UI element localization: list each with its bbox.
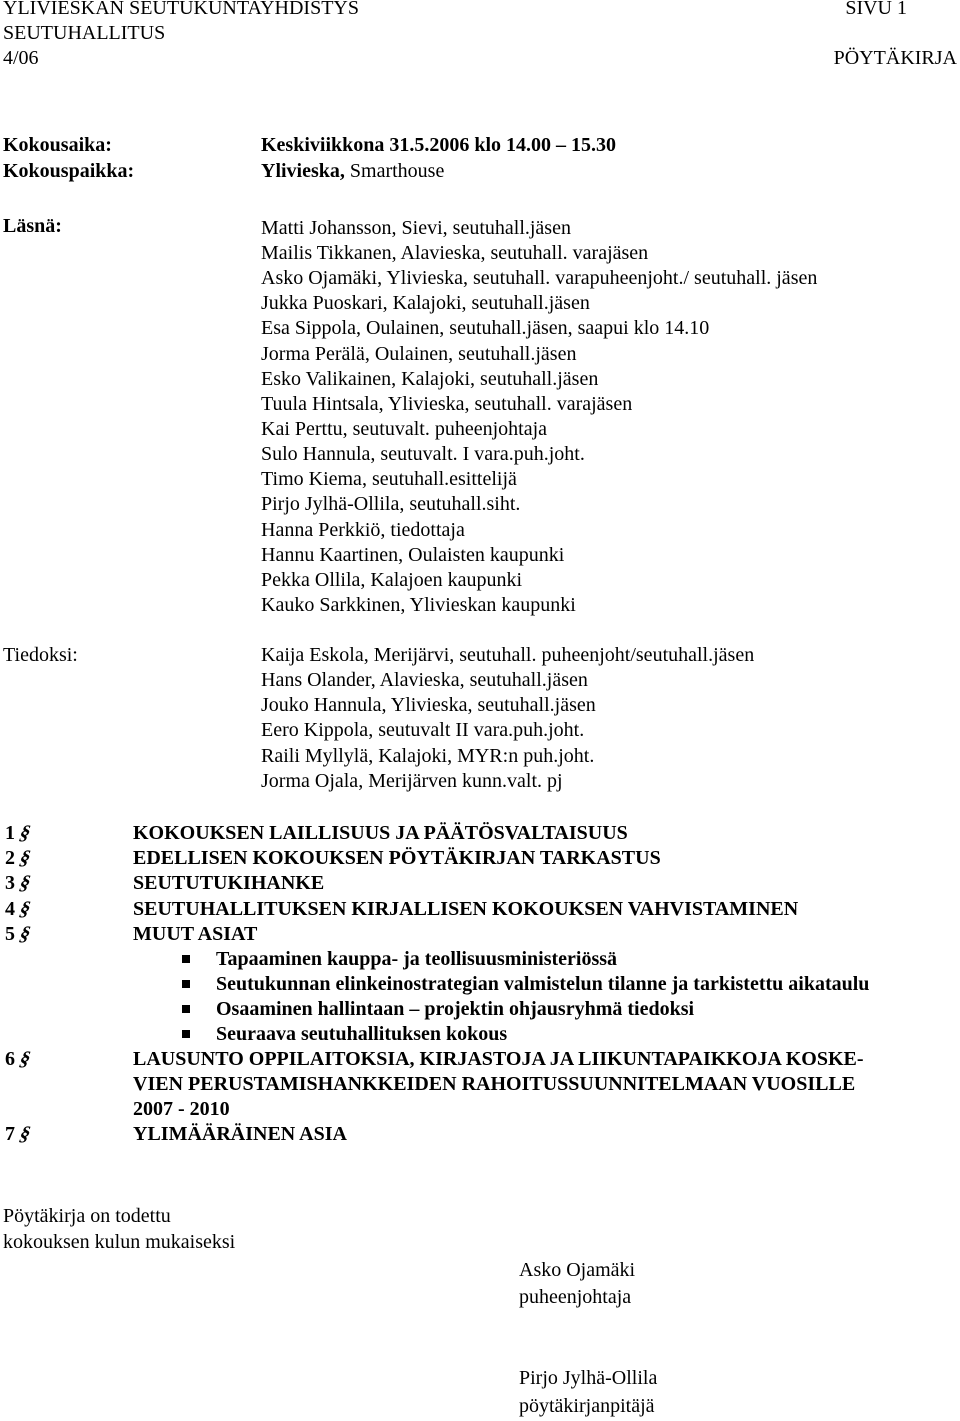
present-item: Jorma Perälä, Oulainen, seutuhall.jäsen <box>261 343 577 365</box>
agenda-title: YLIMÄÄRÄINEN ASIA <box>133 1123 347 1145</box>
square-bullet-icon <box>182 1005 190 1013</box>
closing-statement-line2: kokouksen kulun mukaiseksi <box>3 1231 236 1253</box>
section-sign-icon: § <box>16 872 35 894</box>
agenda-item <box>0 1047 960 1122</box>
meeting-place-city: Ylivieska, <box>261 160 345 182</box>
agenda-item <box>0 1122 960 1147</box>
square-bullet-icon <box>182 980 190 988</box>
present-item: Asko Ojamäki, Ylivieska, seutuhall. varapuheenjoht./ seutuhall. jäsen <box>261 267 818 289</box>
agenda-title-line: 2007 - 2010 <box>133 1098 230 1120</box>
agenda-subitem-text: Osaaminen hallintaan – projektin ohjausryhmä tiedoksi <box>216 998 695 1020</box>
signatory-secretary-name: Pirjo Jylhä-Ollila <box>519 1367 658 1389</box>
present-item: Hanna Perkkiö, tiedottaja <box>261 519 465 541</box>
agenda-title-line: VIEN PERUSTAMISHANKKEIDEN RAHOITUSSUUNNITELMAAN VUOSILLE <box>133 1073 856 1095</box>
agenda-title: SEUTUHALLITUKSEN KIRJALLISEN KOKOUKSEN VAHVISTAMINEN <box>133 898 799 920</box>
agenda-subitem-text: Tapaaminen kauppa- ja teollisuusministeriössä <box>216 948 618 970</box>
section-sign-icon: § <box>16 1123 35 1145</box>
agenda-subitem-text: Seutukunnan elinkeinostrategian valmistelun tilanne ja tarkistettu aikataulu <box>216 973 870 995</box>
agenda-number: 5 <box>5 923 15 945</box>
meeting-number: 4/06 <box>3 47 39 69</box>
info-item: Raili Myllylä, Kalajoki, MYR:n puh.joht. <box>261 745 595 767</box>
board-name: SEUTUHALLITUS <box>3 22 166 44</box>
agenda-title: SEUTUTUKIHANKE <box>133 872 325 894</box>
square-bullet-icon <box>182 1030 190 1038</box>
info-item: Jouko Hannula, Ylivieska, seutuhall.jäsen <box>261 694 596 716</box>
agenda-item <box>0 821 960 846</box>
present-item: Mailis Tikkanen, Alavieska, seutuhall. varajäsen <box>261 242 649 264</box>
info-label: Tiedoksi: <box>3 644 78 666</box>
meeting-time-label: Kokousaika: <box>3 134 112 156</box>
agenda-number: 3 <box>5 872 15 894</box>
present-item: Tuula Hintsala, Ylivieska, seutuhall. varajäsen <box>261 393 633 415</box>
section-sign-icon: § <box>16 822 35 844</box>
agenda-number: 2 <box>5 847 15 869</box>
present-item: Esko Valikainen, Kalajoki, seutuhall.jäsen <box>261 368 599 390</box>
closing-statement-line1: Pöytäkirja on todettu <box>3 1205 171 1227</box>
agenda-number: 7 <box>5 1123 15 1145</box>
square-bullet-icon <box>182 955 190 963</box>
agenda-title: KOKOUKSEN LAILLISUUS JA PÄÄTÖSVALTAISUUS <box>133 822 628 844</box>
section-sign-icon: § <box>16 923 35 945</box>
info-item: Kaija Eskola, Merijärvi, seutuhall. puheenjoht/seutuhall.jäsen <box>261 644 755 666</box>
info-item: Jorma Ojala, Merijärven kunn.valt. pj <box>261 770 563 792</box>
agenda-title: MUUT ASIAT <box>133 923 258 945</box>
present-item: Pekka Ollila, Kalajoen kaupunki <box>261 569 523 591</box>
organization-name: YLIVIESKAN SEUTUKUNTAYHDISTYS <box>3 0 359 19</box>
agenda-item <box>0 846 960 871</box>
page-number: SIVU 1 <box>845 0 907 19</box>
agenda-item <box>0 897 960 922</box>
present-item: Esa Sippola, Oulainen, seutuhall.jäsen, saapui klo 14.10 <box>261 317 710 339</box>
meeting-place-value <box>261 159 444 184</box>
section-sign-icon: § <box>16 898 35 920</box>
agenda-title: EDELLISEN KOKOUKSEN PÖYTÄKIRJAN TARKASTUS <box>133 847 661 869</box>
info-item: Hans Olander, Alavieska, seutuhall.jäsen <box>261 669 588 691</box>
present-item: Kai Perttu, seutuvalt. puheenjohtaja <box>261 418 548 440</box>
meeting-time-value: Keskiviikkona 31.5.2006 klo 14.00 – 15.30 <box>261 134 617 156</box>
agenda-number: 6 <box>5 1048 15 1070</box>
present-item: Kauko Sarkkinen, Ylivieskan kaupunki <box>261 594 576 616</box>
signatory-chair-role: puheenjohtaja <box>519 1286 632 1308</box>
present-item: Pirjo Jylhä-Ollila, seutuhall.siht. <box>261 493 521 515</box>
agenda-subitem-text: Seuraava seutuhallituksen kokous <box>216 1023 508 1045</box>
present-item: Hannu Kaartinen, Oulaisten kaupunki <box>261 544 565 566</box>
info-item: Eero Kippola, seutuvalt II vara.puh.joht. <box>261 719 585 741</box>
document-type: PÖYTÄKIRJA <box>833 47 957 69</box>
present-item: Sulo Hannula, seutuvalt. I vara.puh.joht. <box>261 443 585 465</box>
section-sign-icon: § <box>16 847 35 869</box>
agenda-number: 4 <box>5 898 15 920</box>
agenda-number: 1 <box>5 822 15 844</box>
present-item: Matti Johansson, Sievi, seutuhall.jäsen <box>261 217 571 239</box>
agenda-title-line: LAUSUNTO OPPILAITOKSIA, KIRJASTOJA JA LIIKUNTAPAIKKOJA KOSKE- <box>133 1048 864 1070</box>
present-item: Jukka Puoskari, Kalajoki, seutuhall.jäsen <box>261 292 590 314</box>
present-label: Läsnä: <box>3 215 62 237</box>
agenda-item <box>0 871 960 896</box>
meeting-place-venue: Smarthouse <box>344 160 445 182</box>
present-item: Timo Kiema, seutuhall.esittelijä <box>261 468 517 490</box>
signatory-chair-name: Asko Ojamäki <box>519 1259 636 1281</box>
agenda-item <box>0 922 960 947</box>
signatory-secretary-role: pöytäkirjanpitäjä <box>519 1395 655 1417</box>
meeting-place-label: Kokouspaikka: <box>3 160 135 182</box>
section-sign-icon: § <box>16 1048 35 1070</box>
